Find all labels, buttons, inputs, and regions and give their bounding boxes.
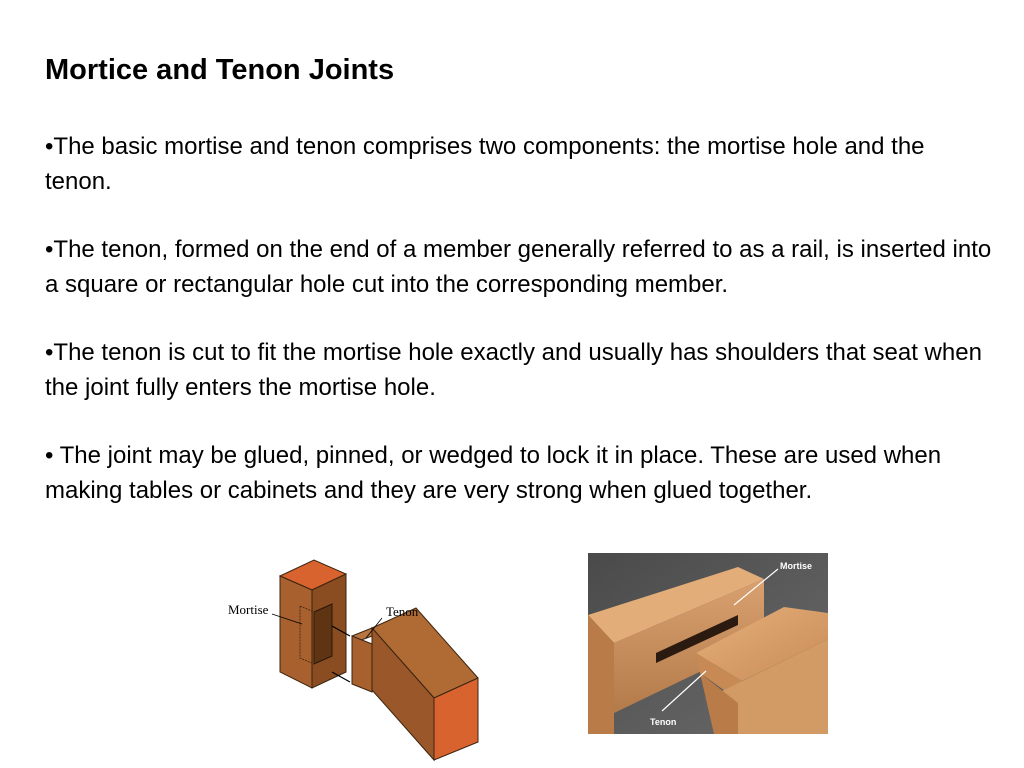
bullet-2: •The tenon, formed on the end of a member generally referred to as a rail, is inserted into a square or rectangular hole cut into the corresponding member. (45, 236, 992, 298)
photo-mortise-label: Mortise (780, 561, 813, 571)
joint-photo-svg (588, 553, 828, 734)
bullet-list (45, 130, 995, 508)
slide-title: Mortice and Tenon Joints (45, 54, 395, 86)
tenon-front (352, 636, 372, 692)
diagram-mortise-label: Mortise (228, 602, 269, 617)
joint-photo (588, 553, 828, 734)
joint-diagram (222, 556, 482, 764)
diagram-tenon-label: Tenon (386, 604, 419, 619)
mortise-hole (314, 604, 332, 664)
bullet-4: • The joint may be glued, pinned, or wedged to lock it in place. These are used when making tables or cabinets and they are very strong when glued together. (45, 442, 942, 504)
mortise-block-front (280, 576, 312, 688)
bullet-3: •The tenon is cut to fit the mortise hole exactly and usually has shoulders that seat when the joint fully enters the mortise hole. (45, 339, 982, 401)
bullet-1: •The basic mortise and tenon comprises two components: the mortise hole and the tenon. (45, 133, 925, 195)
joint-diagram-svg (222, 556, 482, 764)
photo-tenon-label: Tenon (650, 717, 677, 727)
